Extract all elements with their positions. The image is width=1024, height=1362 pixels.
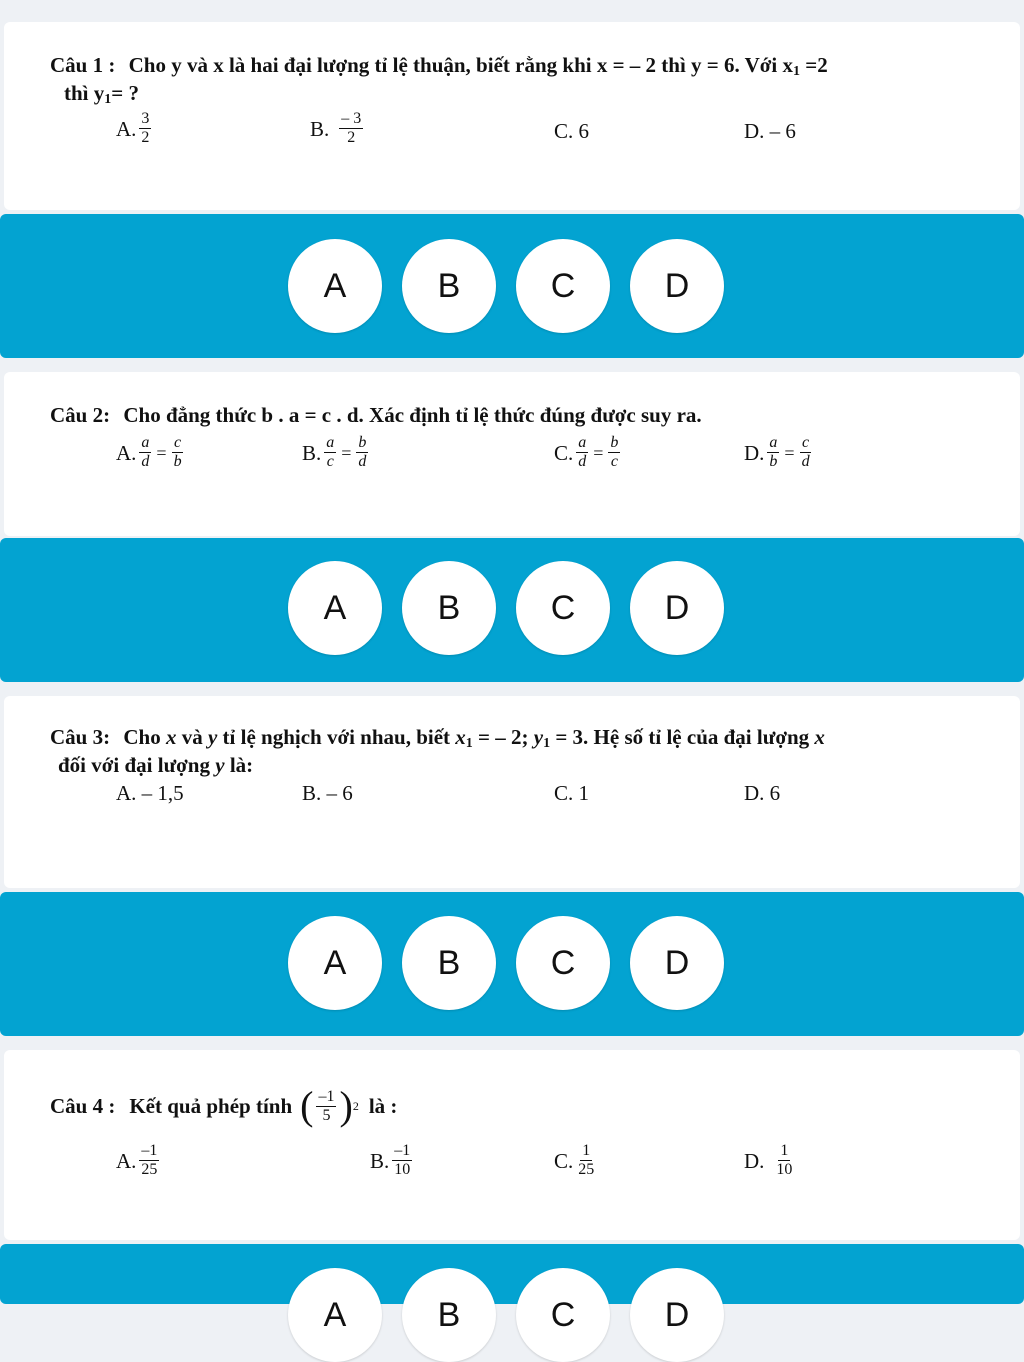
question-card-1: [4, 22, 1020, 210]
answer-b-button[interactable]: B: [402, 1268, 496, 1362]
answer-a-button[interactable]: A: [288, 1268, 382, 1362]
close-paren: ): [339, 1083, 353, 1128]
question-2-text: Câu 2: Cho đẳng thức b . a = c . d. Xác định tỉ lệ thức đúng được suy ra.: [50, 403, 702, 427]
question-1-text: Câu 1 : Cho y và x là hai đại lượng tỉ lệ thuận, biết rằng khi x = – 2 thì y = 6. Với $x_1 =2$: [50, 53, 828, 79]
question-1-option-a: A. $\frac{3}{2}$: [116, 110, 150, 146]
answer-a-button[interactable]: A: [288, 561, 382, 655]
question-3-option-c: C. 1: [554, 781, 590, 805]
answer-a-button[interactable]: A: [288, 916, 382, 1010]
open-paren: (: [300, 1083, 314, 1128]
question-2-option-a: A. $\frac{a}{d}$ = $\frac{c}{b}$: [116, 434, 182, 470]
question-4-option-d: D. $\frac{1}{10}$: [744, 1142, 793, 1178]
answer-bar-2: [0, 538, 1024, 682]
answer-c-button[interactable]: C: [516, 1268, 610, 1362]
question-card-4: [4, 1050, 1020, 1240]
answer-d-button[interactable]: D: [630, 1268, 724, 1362]
question-card-3: [4, 696, 1020, 888]
question-2-option-d: D. $\frac{a}{b}$ = $\frac{c}{d}$: [744, 434, 810, 470]
answer-c-button[interactable]: C: [516, 239, 610, 333]
question-3-text-line2: đối với đại lượng y là:: [58, 753, 254, 777]
question-card-2: [4, 372, 1020, 536]
question-4-option-c: C. $\frac{1}{25}$: [554, 1142, 595, 1178]
question-3-option-a: A. – 1,5: [116, 781, 184, 805]
question-1-option-b: B. $\frac{- 3}{2}$: [310, 110, 362, 146]
question-4-text: Câu 4 : Kết quả phép tính ( $\frac{-1}{5}$ ) 2 là :: [50, 1083, 398, 1128]
question-3-option-d: D. 6: [744, 781, 781, 805]
answer-bar-1: [0, 214, 1024, 358]
answer-d-button[interactable]: D: [630, 561, 724, 655]
answer-c-button[interactable]: C: [516, 916, 610, 1010]
answer-d-button[interactable]: D: [630, 239, 724, 333]
question-3-text: Câu 3: Cho x và y tỉ lệ nghịch với nhau, biết $x_1$ = – 2; $y_1 = 3$. Hệ số tỉ lệ của đại lượng x: [50, 725, 825, 751]
answer-c-button[interactable]: C: [516, 561, 610, 655]
question-4-option-a: A. $\frac{-1}{25}$: [116, 1142, 158, 1178]
question-3-option-b: B. – 6: [302, 781, 353, 805]
answer-bar-4: [0, 1244, 1024, 1334]
question-1-option-d: D. – 6: [744, 119, 796, 143]
answer-a-button[interactable]: A: [288, 239, 382, 333]
answer-d-button[interactable]: D: [630, 916, 724, 1010]
question-1-option-c: C. 6: [554, 119, 590, 143]
answer-b-button[interactable]: B: [402, 239, 496, 333]
answer-bar-3: [0, 892, 1024, 1036]
answer-b-button[interactable]: B: [402, 561, 496, 655]
question-2-option-b: B. $\frac{a}{c}$ = $\frac{b}{d}$: [302, 434, 367, 470]
question-2-option-c: C. $\frac{a}{d}$ = $\frac{b}{c}$: [554, 434, 619, 470]
question-4-option-b: B. $\frac{-1}{10}$: [370, 1142, 411, 1178]
answer-b-button[interactable]: B: [402, 916, 496, 1010]
question-1-text-line2: thì $y_1=$ ?: [64, 81, 139, 107]
